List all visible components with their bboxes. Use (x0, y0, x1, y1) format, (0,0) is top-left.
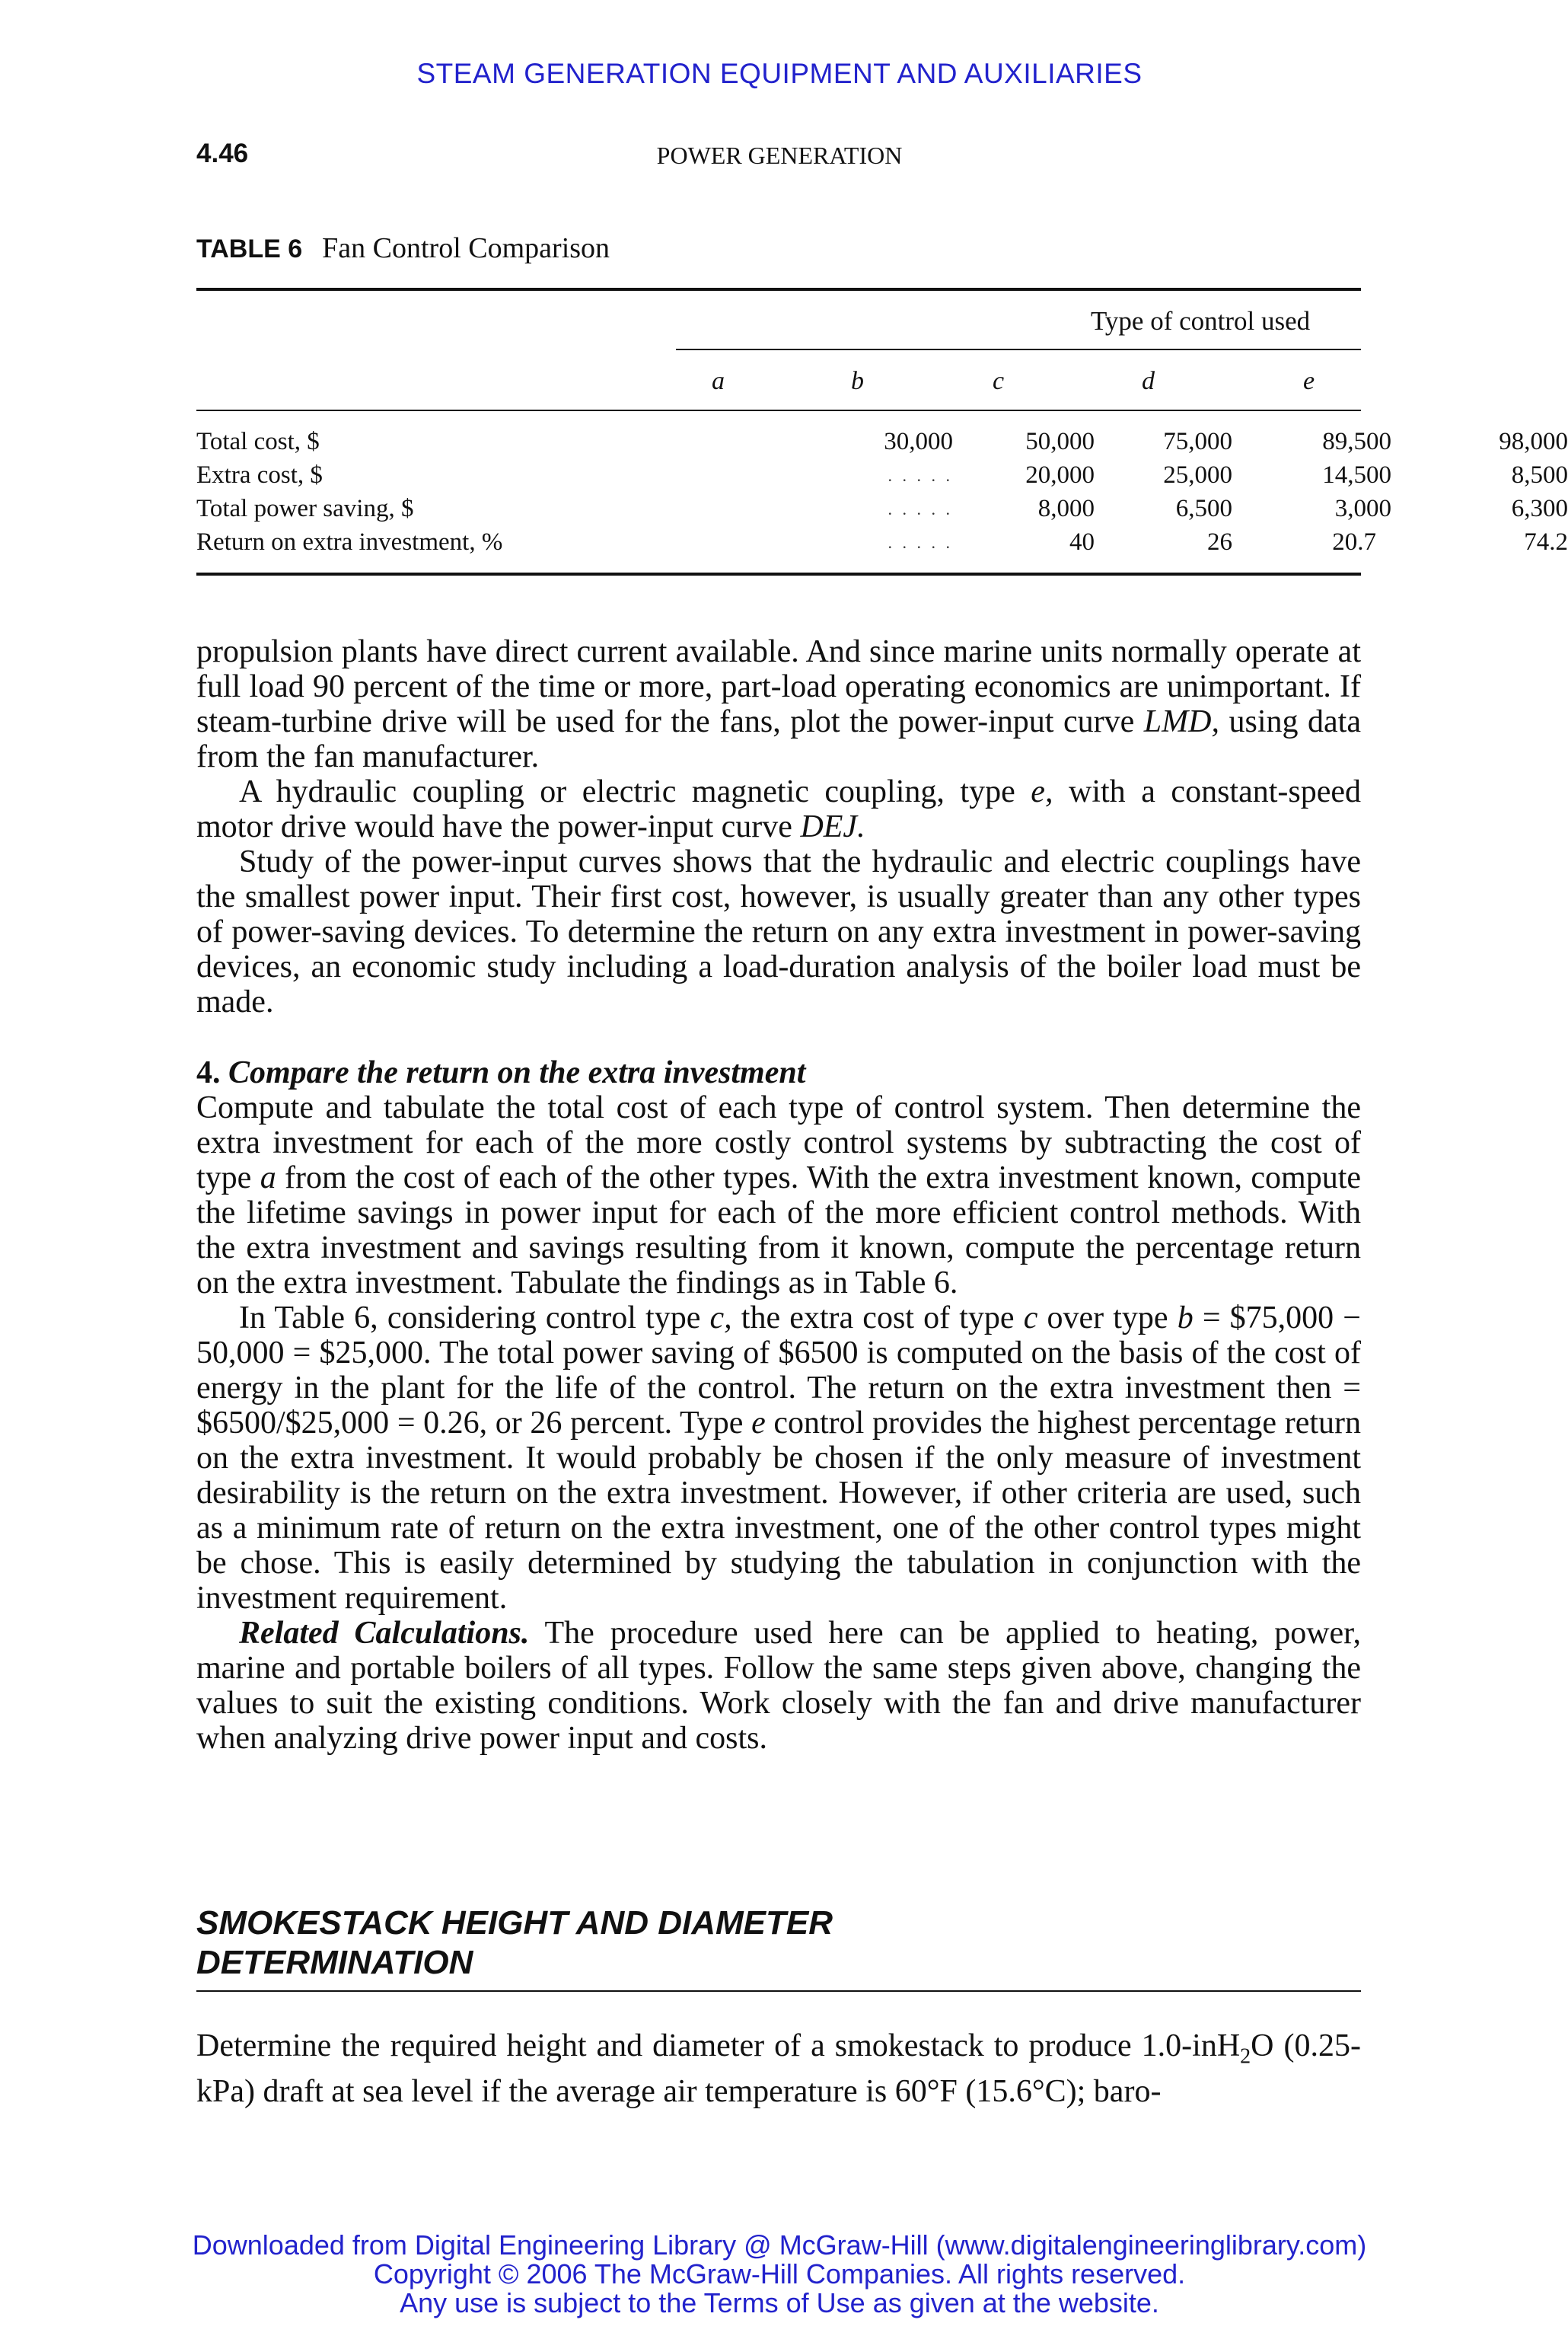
heading-line: SMOKESTACK HEIGHT AND DIAMETER (196, 1904, 833, 1942)
text-run: from the cost of each of the other types. With the extra investment known, compute the lifetime savings in power input for each of the more efficient control methods. With the extra investment and savings resulting from it known, compute the percentage return on the extra investment. Tabulate the findings as in Table 6. (196, 1160, 1362, 1300)
table-caption (196, 231, 610, 265)
text-run: The procedure used here can be applied to heating, power, marine and portable boilers of all types. Follow the same steps given above, changing the values to suit the existing conditions. Work closely with the fan and drive manufacturer when analyzing drive power input and costs. (196, 1616, 1361, 1756)
cell-c: 25,000 (1163, 461, 1232, 489)
table-label: TABLE 6 (196, 235, 303, 263)
paragraph (196, 634, 1361, 774)
cell-d: 14,500 (1322, 461, 1391, 489)
text-run: A hydraulic coupling or electric magnetic coupling, type (239, 774, 1031, 809)
related-calculations-label: Related Calculations. (239, 1616, 530, 1651)
heading-rule (196, 1990, 1361, 1992)
footer-copyright: Copyright © 2006 The McGraw-Hill Companies. All rights reserved. (373, 2258, 1186, 2290)
page-number: 4.46 (196, 139, 249, 168)
column-head-rule (196, 410, 1361, 411)
text-run: propulsion plants have direct current available. And since marine units normally operate at full load 90 percent of the time or more, part-load operating economics are unimportant. If steam-turbine drive will be used for the fans, plot the power-input curve (196, 634, 1361, 739)
cell-e: 74.2 (1524, 528, 1568, 556)
spanner-rule (676, 349, 1361, 350)
step-number: 4. (196, 1055, 221, 1090)
row-label: Total cost, $ (196, 428, 320, 455)
table-row (196, 461, 1568, 495)
text-run: Compute and tabulate the total cost of each type of control system. Then determine the extra investment for each of the more costly control systems by subtracting the cost of type (196, 1090, 1361, 1195)
paragraph (196, 774, 1361, 844)
text-run-italic: DEJ. (800, 809, 865, 844)
text-run-italic: c (1023, 1300, 1038, 1335)
footer (0, 2231, 1559, 2318)
text-run-italic: b (1177, 1300, 1194, 1335)
text-run: with a constant-speed motor drive would have the power-input curve (196, 774, 1362, 844)
cell-b: 50,000 (1025, 428, 1095, 455)
table-top-rule (196, 288, 1361, 291)
cell-c: 75,000 (1163, 428, 1232, 455)
table-title: Fan Control Comparison (322, 232, 610, 264)
body-text-smokestack (196, 2028, 1361, 2109)
paragraph: Study of the power-input curves shows that the hydraulic and electric couplings have the smallest power input. Their first cost, however, is usually greater than any other types of power-saving devices. To determine the return on any extra investment in power-saving devices, an economic study including a load-duration analysis of the boiler load must be made. (196, 844, 1361, 1020)
text-run: In Table 6, considering control type (239, 1300, 710, 1335)
column-head-d: d (1142, 367, 1155, 395)
running-head: STEAM GENERATION EQUIPMENT AND AUXILIARIES (416, 58, 1143, 89)
cell-d: 3,000 (1334, 495, 1391, 522)
column-head-a: a (712, 367, 725, 395)
subscript: 2 (1240, 2044, 1251, 2069)
paragraph (196, 1090, 1361, 1300)
table-row (196, 495, 1568, 528)
footer-download-link[interactable]: Downloaded from Digital Engineering Library @ McGraw-Hill (www.digitalengineeringlibrary.com) (192, 2229, 1367, 2261)
text-run-italic: a (260, 1160, 276, 1195)
text-run: using data from the fan manufacturer. (196, 704, 1361, 774)
paragraph (196, 1300, 1361, 1616)
text-run: = $75,000 − 50,000 = $25,000. The total power saving of $6500 is computed on the basis of the cost of energy in the plant for the life of the control. The return on the extra investment then = $6500/$25,000 = 0.26, or 26 percent. Type (196, 1300, 1361, 1441)
heading-line: DETERMINATION (196, 1944, 473, 1981)
cell-c: 26 (1207, 528, 1232, 556)
cell-e: 8,500 (1511, 461, 1568, 489)
column-head-e: e (1303, 367, 1315, 395)
text-run: control provides the highest percentage return on the extra investment. It would probably be chosen if the only measure of investment desirability is the return on the extra investment. However, if other criteria are used, such as a minimum rate of return on the extra investment, one of the other control types might be chose. This is easily determined by studying the tabulation in conjunction with the investment requirement. (196, 1406, 1361, 1616)
smokestack-heading (196, 1903, 1361, 1983)
cell-a: . . . . . (888, 466, 953, 485)
cell-b: 40 (1069, 528, 1095, 556)
section-title: POWER GENERATION (656, 142, 903, 169)
table-row (196, 528, 1568, 562)
body-text-upper (196, 634, 1361, 1020)
text-run-italic: e, (1031, 774, 1053, 809)
text-run-italic: c, (709, 1300, 732, 1335)
row-label: Total power saving, $ (196, 495, 414, 522)
cell-a: 30,000 (884, 428, 953, 455)
text-run: Determine the required height and diameter of a smokestack to produce 1.0-inH (196, 2028, 1241, 2063)
cell-a: . . . . . (888, 499, 953, 519)
cell-c: 6,500 (1175, 495, 1232, 522)
footer-terms: Any use is subject to the Terms of Use as given at the website. (400, 2287, 1159, 2318)
table-spanner-head: Type of control used (1091, 306, 1311, 336)
row-label: Return on extra investment, % (196, 528, 503, 556)
column-head-c: c (993, 367, 1005, 395)
paragraph (196, 1616, 1361, 1756)
table-row (196, 428, 1568, 461)
text-run-italic: LMD, (1143, 704, 1219, 739)
paragraph (196, 2028, 1361, 2109)
text-run: O (0.25-kPa) draft at sea level if the average air temperature is 60°F (15.6°C); baro- (196, 2028, 1361, 2110)
text-run: over type (1037, 1300, 1178, 1335)
cell-e: 98,000 (1499, 428, 1568, 455)
row-label: Extra cost, $ (196, 461, 323, 489)
body-text-step4 (196, 1055, 1361, 1756)
table-bottom-rule (196, 573, 1361, 576)
step-heading (196, 1055, 1361, 1090)
step-title: Compare the return on the extra investment (228, 1055, 806, 1090)
cell-b: 20,000 (1025, 461, 1095, 489)
text-run-italic: e (751, 1406, 766, 1441)
cell-a: . . . . . (888, 533, 953, 552)
text-run: the extra cost of type (731, 1300, 1024, 1335)
cell-d: 89,500 (1322, 428, 1391, 455)
cell-b: 8,000 (1037, 495, 1095, 522)
cell-d: 20.7 (1332, 528, 1376, 556)
column-head-b: b (851, 367, 864, 395)
cell-e: 6,300 (1511, 495, 1568, 522)
